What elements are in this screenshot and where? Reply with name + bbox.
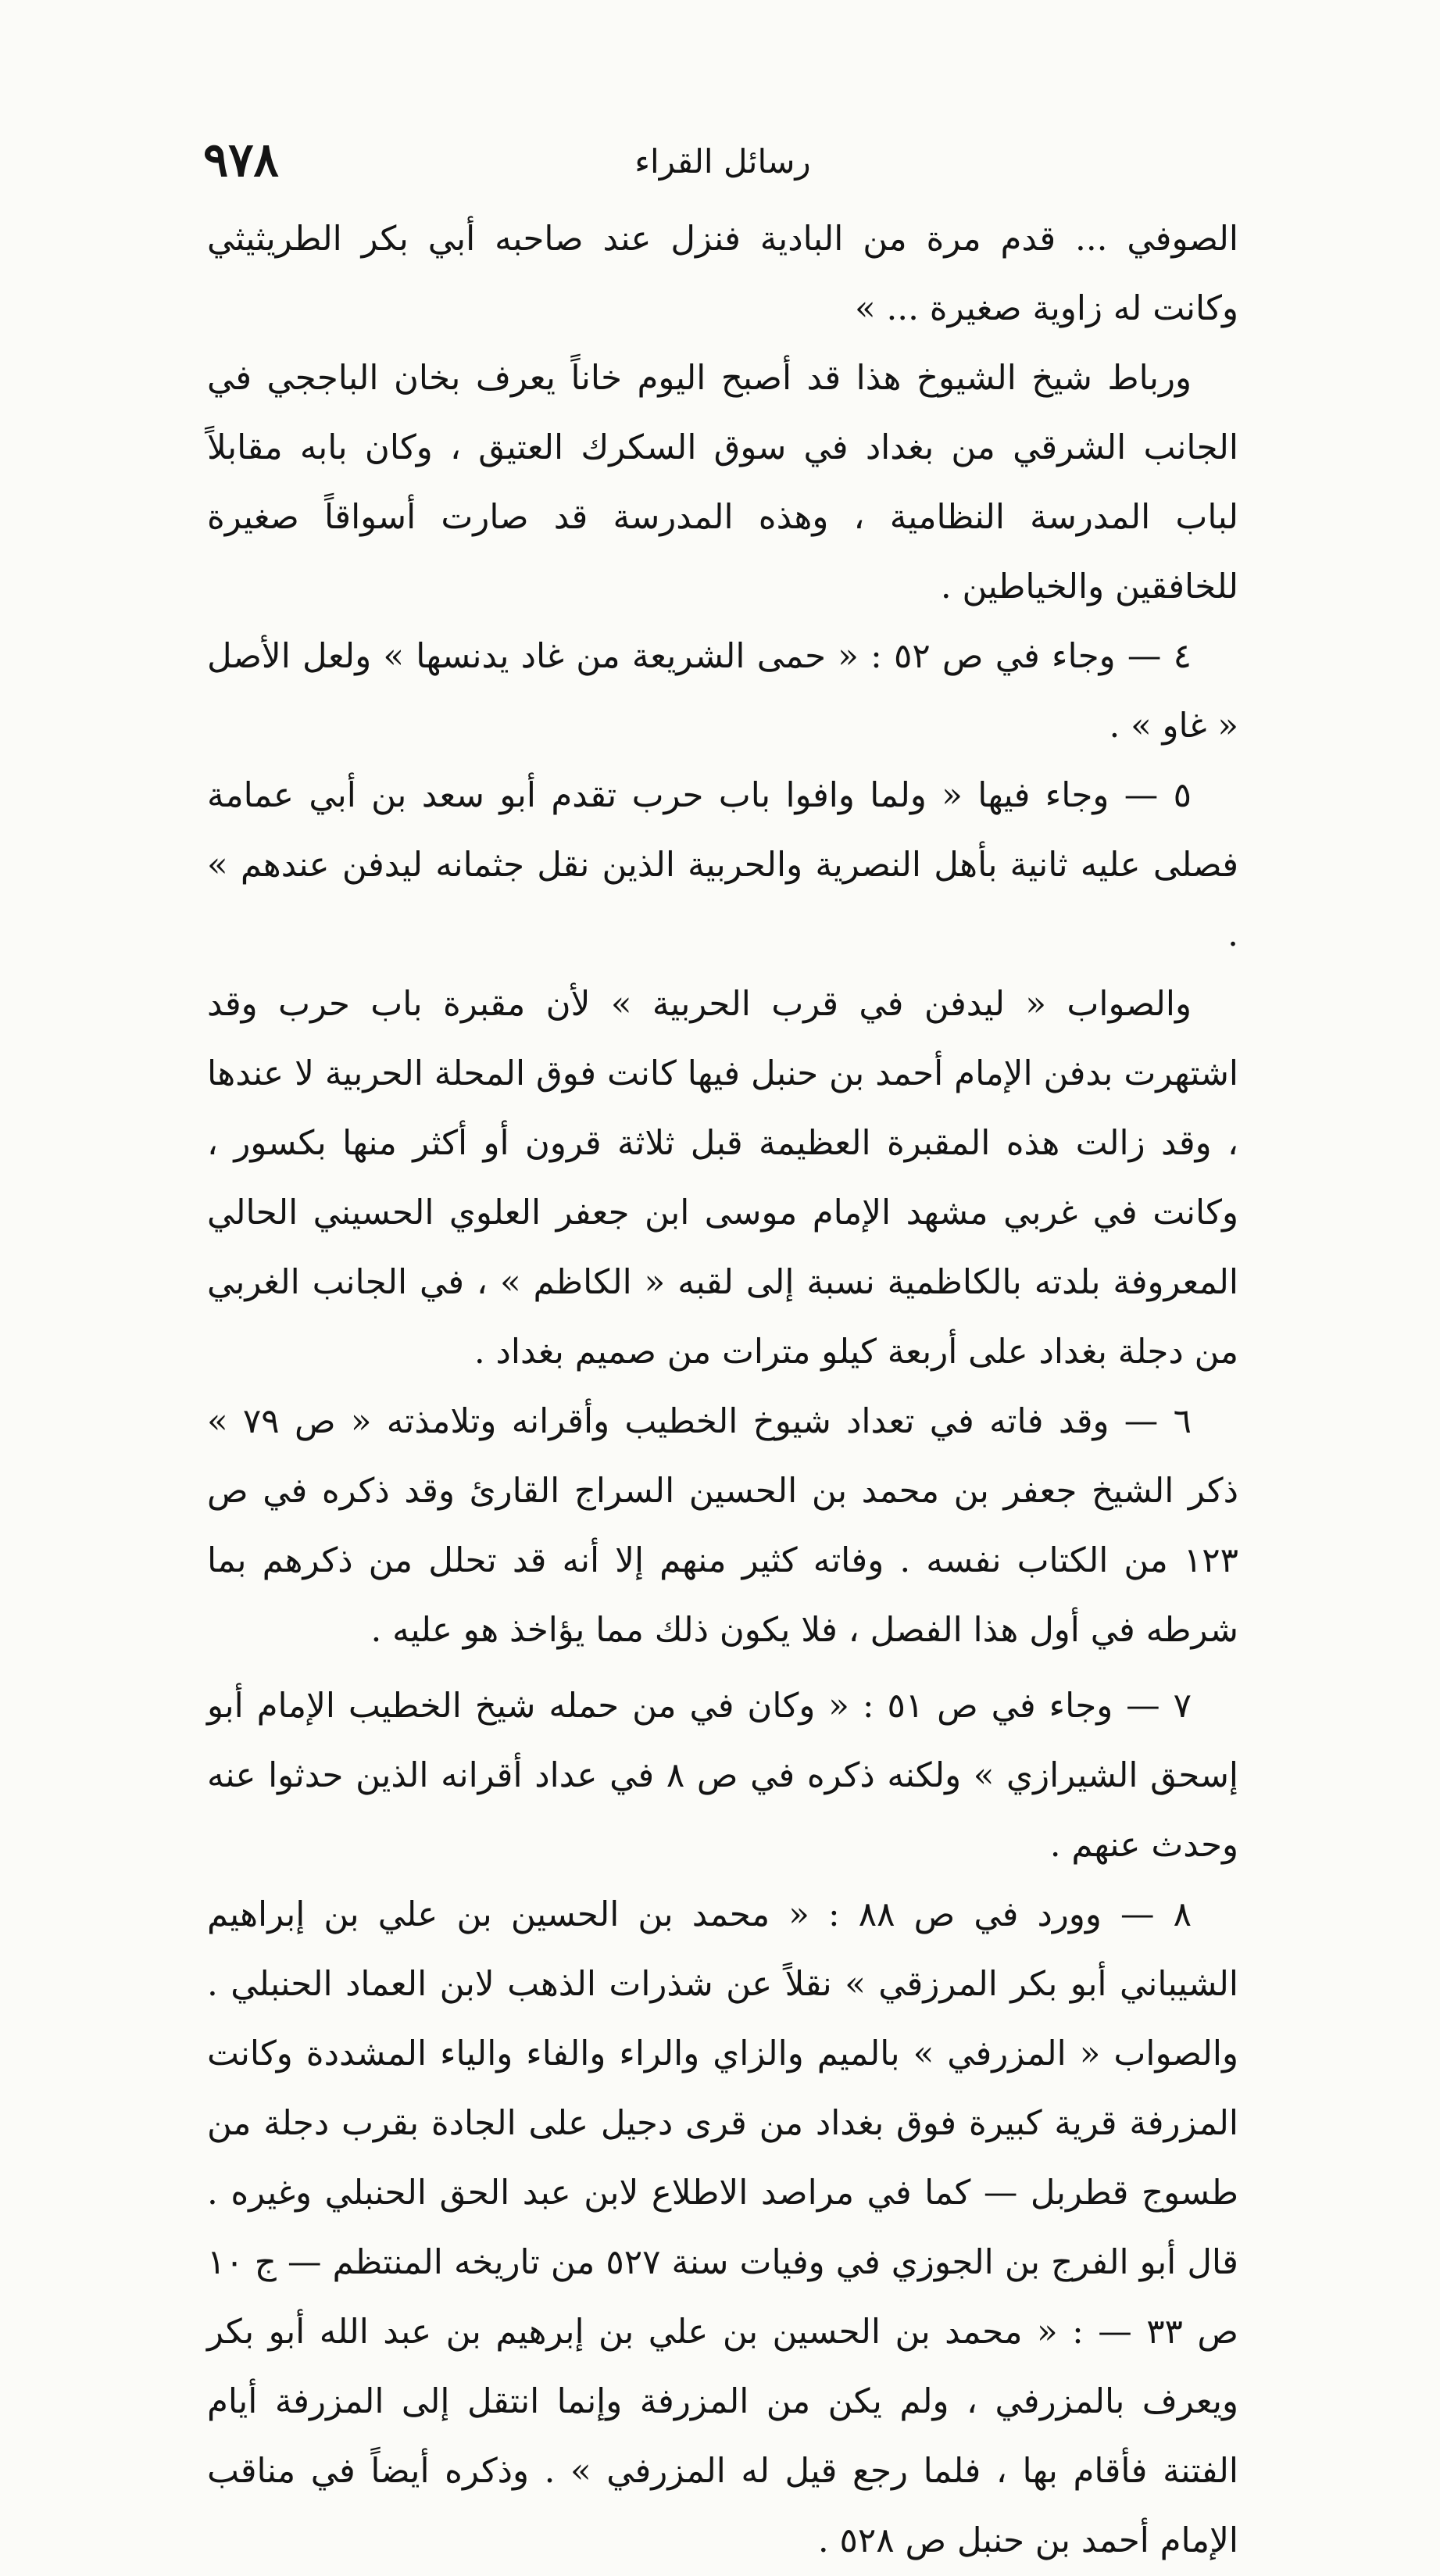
paragraph-note-4: ٤ — وجاء في ص ٥٢ : « حمى الشريعة من غاد يدنسها » ولعل الأصل « غاو » . (207, 637, 1238, 746)
page-number: ٩٧٨ (203, 133, 279, 188)
paragraph-ribat: ورباط شيخ الشيوخ هذا قد أصبح اليوم خاناً يعرف بخان الباججي في الجانب الشرقي من بغداد في سوق السكرك العتيق ، وكان بابه مقابلاً لباب المدرسة النظامية ، وهذه المدرسة قد صارت أسواقاً صغيرة للخافقين والخياطين . (207, 359, 1238, 606)
running-title: رسائل القراء (634, 142, 811, 181)
paragraph-note-7: ٧ — وجاء في ص ٥١ : « وكان في من حمله شيخ الخطيب الإمام أبو إسحق الشيرازي » ولكنه ذكره في ص ٨ في عداد أقرانه الذين حدثوا عنه وحدث عنهم . (207, 1687, 1238, 1865)
paragraph-correction: والصواب « ليدفن في قرب الحربية » لأن مقبرة باب حرب وقد اشتهرت بدفن الإمام أحمد بن حنبل فيها كانت فوق المحلة الحربية لا عندها ، وقد زالت هذه المقبرة العظيمة قبل ثلاثة قرون أو أكثر منها بكسور ، وكانت في غربي مشهد الإمام موسى ابن جعفر العلوي الحسيني الحالي المعروفة بلدته بالكاظمية نسبة إلى لقبه « الكاظم » ، في الجانب الغربي من دجلة بغداد على أربعة كيلو مترات من صميم بغداد . (207, 985, 1238, 1372)
body-text (207, 205, 1238, 2576)
paragraph-note-6: ٦ — وقد فاته في تعداد شيوخ الخطيب وأقرانه وتلامذته « ص ٧٩ » ذكر الشيخ جعفر بن محمد بن الحسين السراج القارئ وقد ذكره في ص ١٢٣ من الكتاب نفسه . وفاته كثير منهم إلا أنه قد تحلل من ذكرهم بما شرطه في أول هذا الفصل ، فلا يكون ذلك مما يؤاخذ هو عليه . (207, 1402, 1238, 1650)
paragraph-note-5: ٥ — وجاء فيها « ولما وافوا باب حرب تقدم أبو سعد بن أبي عمامة فصلى عليه ثانية بأهل النصرية والحربية الذين نقل جثمانه ليدفن عندهم » . (207, 776, 1238, 954)
paragraph-continuation: الصوفي ... قدم مرة من البادية فنزل عند صاحبه أبي بكر الطريثيثي وكانت له زاوية صغيرة ... » (207, 220, 1238, 328)
page-header (203, 125, 1242, 195)
paragraph-note-8: ٨ — وورد في ص ٨٨ : « محمد بن الحسين بن علي بن إبراهيم الشيباني أبو بكر المرزقي » نقلاً عن شذرات الذهب لابن العماد الحنبلي . والصواب « المزرفي » بالميم والزاي والراء والفاء والياء المشددة وكانت المزرفة قرية كبيرة فوق بغداد من قرى دجيل على الجادة بقرب دجلة من طسوج قطربل — كما في مراصد الاطلاع لابن عبد الحق الحنبلي وغيره . قال أبو الفرج بن الجوزي في وفيات سنة ٥٢٧ من تاريخه المنتظم — ج ١٠ ص ٣٣ — : « محمد بن الحسين بن علي بن إبرهيم بن عبد الله أبو بكر ويعرف بالمزرفي ، ولم يكن من المزرفة وإنما انتقل إلى المزرفة أيام الفتنة فأقام بها ، فلما رجع قيل له المزرفي » . وذكره أيضاً في مناقب الإمام أحمد بن حنبل ص ٥٢٨ . (207, 1895, 1238, 2560)
